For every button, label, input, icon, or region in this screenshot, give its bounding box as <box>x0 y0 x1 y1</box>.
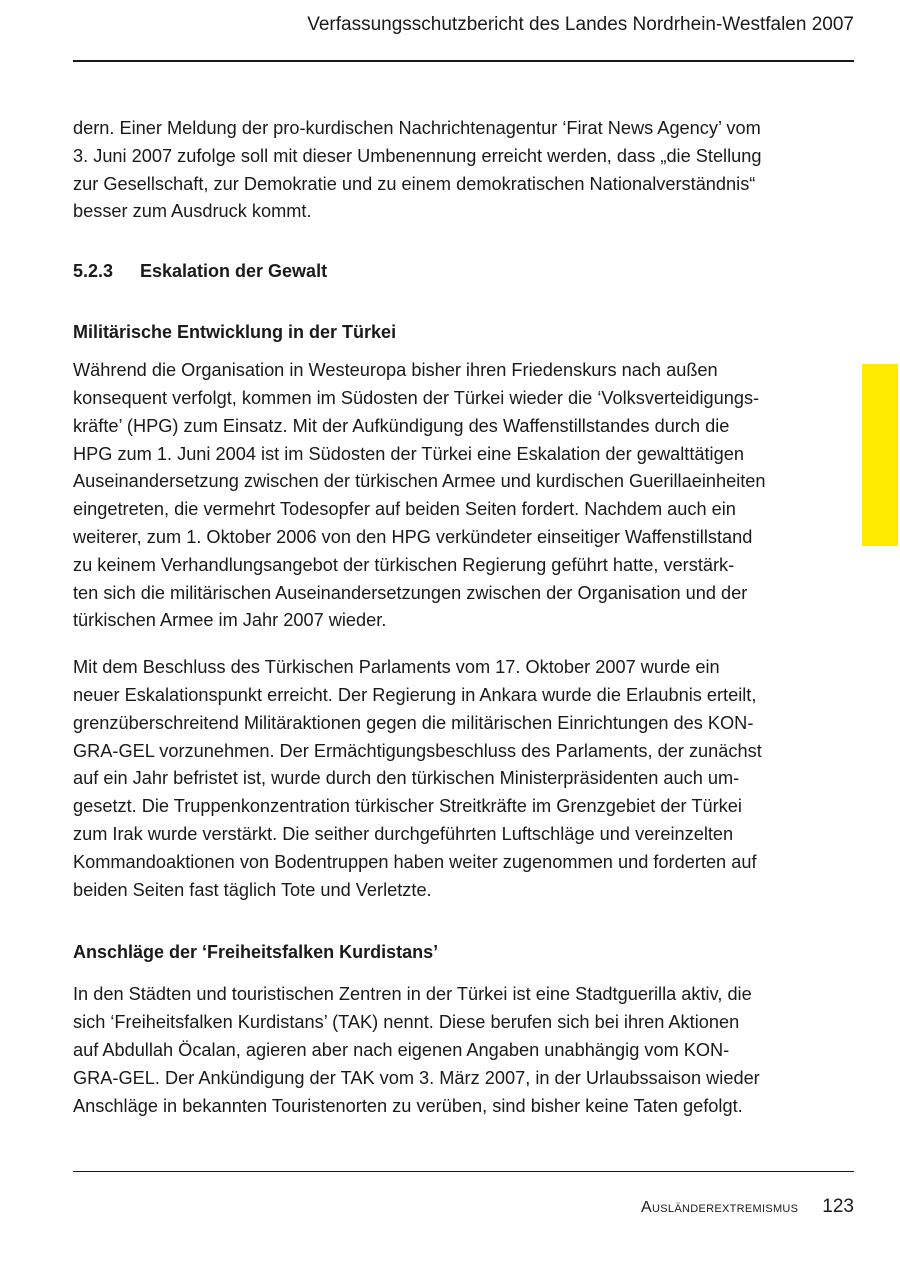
text-line: beiden Seiten fast täglich Tote und Verletzte. <box>73 879 432 900</box>
text-line: besser zum Ausdruck kommt. <box>73 201 312 222</box>
text-line: sich ‘Freiheitsfalken Kurdistans’ (TAK) nennt. Diese berufen sich bei ihren Aktionen <box>73 1012 740 1033</box>
footer-section-name: Ausländerextremismus <box>641 1199 799 1216</box>
running-header-title: Verfassungsschutzbericht des Landes Nordrhein-Westfalen 2007 <box>307 14 854 35</box>
text-line: Auseinandersetzung zwischen der türkischen Armee und kurdischen Guerillaeinheiten <box>73 471 766 492</box>
text-line: auf Abdullah Öcalan, agieren aber nach eigenen Angaben unabhängig vom KON- <box>73 1039 730 1060</box>
section-number: 5.2.3 <box>73 261 114 282</box>
page-number: 123 <box>822 1196 854 1217</box>
text-line: weiterer, zum 1. Oktober 2006 von den HPG verkündeter einseitiger Waffenstillstand <box>73 526 753 547</box>
subheading-tak: Anschläge der ‘Freiheitsfalken Kurdistans’ <box>73 942 439 963</box>
text-line: konsequent verfolgt, kommen im Südosten der Türkei wieder die ‘Volksverteidigungs- <box>73 387 760 408</box>
text-line: ten sich die militärischen Auseinandersetzungen zwischen der Organisation und der <box>73 582 748 603</box>
text-line: auf ein Jahr befristet ist, wurde durch den türkischen Ministerpräsidenten auch um- <box>73 768 740 789</box>
text-line: zur Gesellschaft, zur Demokratie und zu einem demokratischen Nationalverständnis“ <box>73 173 756 194</box>
text-line: In den Städten und touristischen Zentren in der Türkei ist eine Stadtguerilla aktiv, die <box>73 984 752 1005</box>
text-line: dern. Einer Meldung der pro-kurdischen Nachrichtenagentur ‘Firat News Agency’ vom <box>73 118 761 138</box>
section-title: Eskalation der Gewalt <box>140 261 328 282</box>
text-line: eingetreten, die vermehrt Todesopfer auf beiden Seiten fordert. Nachdem auch ein <box>73 499 736 520</box>
text-line: Mit dem Beschluss des Türkischen Parlaments vom 17. Oktober 2007 wurde ein <box>73 657 720 678</box>
text-line: Kommandoaktionen von Bodentruppen haben weiter zugenommen und forderten auf <box>73 851 757 872</box>
section-heading <box>73 261 833 282</box>
text-line: neuer Eskalationspunkt erreicht. Der Regierung in Ankara wurde die Erlaubnis erteilt, <box>73 684 757 705</box>
text-line: HPG zum 1. Juni 2004 ist im Südosten der Türkei eine Eskalation der gewalttätigen <box>73 443 744 464</box>
text-line: kräfte’ (HPG) zum Einsatz. Mit der Aufkündigung des Waffenstillstandes durch die <box>73 415 730 436</box>
page-body <box>73 115 833 1120</box>
text-line: GRA-GEL vorzunehmen. Der Ermächtigungsbeschluss des Parlaments, der zunächst <box>73 740 762 761</box>
text-line: zum Irak wurde verstärkt. Die seither durchgeführten Luftschläge und vereinzelten <box>73 823 734 844</box>
text-line: grenzüberschreitend Militäraktionen gegen die militärischen Einrichtungen des KON- <box>73 712 754 733</box>
footer-rule <box>73 1171 854 1172</box>
text-line: 3. Juni 2007 zufolge soll mit dieser Umbenennung erreicht werden, dass „die Stellung <box>73 145 762 166</box>
page-footer <box>641 1196 854 1218</box>
paragraph-parliament-resolution <box>73 654 833 904</box>
text-line: GRA-GEL. Der Ankündigung der TAK vom 3. März 2007, in der Urlaubssaison wieder <box>73 1067 760 1088</box>
text-line: Während die Organisation in Westeuropa bisher ihren Friedenskurs nach außen <box>73 360 718 381</box>
text-line: gesetzt. Die Truppenkonzentration türkischer Streitkräfte im Grenzgebiet der Türkei <box>73 796 742 817</box>
header-rule <box>73 60 854 62</box>
text-line: türkischen Armee im Jahr 2007 wieder. <box>73 610 387 631</box>
text-line: Anschläge in bekannten Touristenorten zu verüben, sind bisher keine Taten gefolgt. <box>73 1095 743 1116</box>
text-line: zu keinem Verhandlungsangebot der türkischen Regierung geführt hatte, verstärk- <box>73 554 735 575</box>
paragraph-continuation <box>73 115 833 226</box>
subheading-military: Militärische Entwicklung in der Türkei <box>73 322 397 343</box>
chapter-side-marker <box>862 364 898 546</box>
paragraph-tak <box>73 981 833 1120</box>
paragraph-military-development <box>73 357 833 635</box>
